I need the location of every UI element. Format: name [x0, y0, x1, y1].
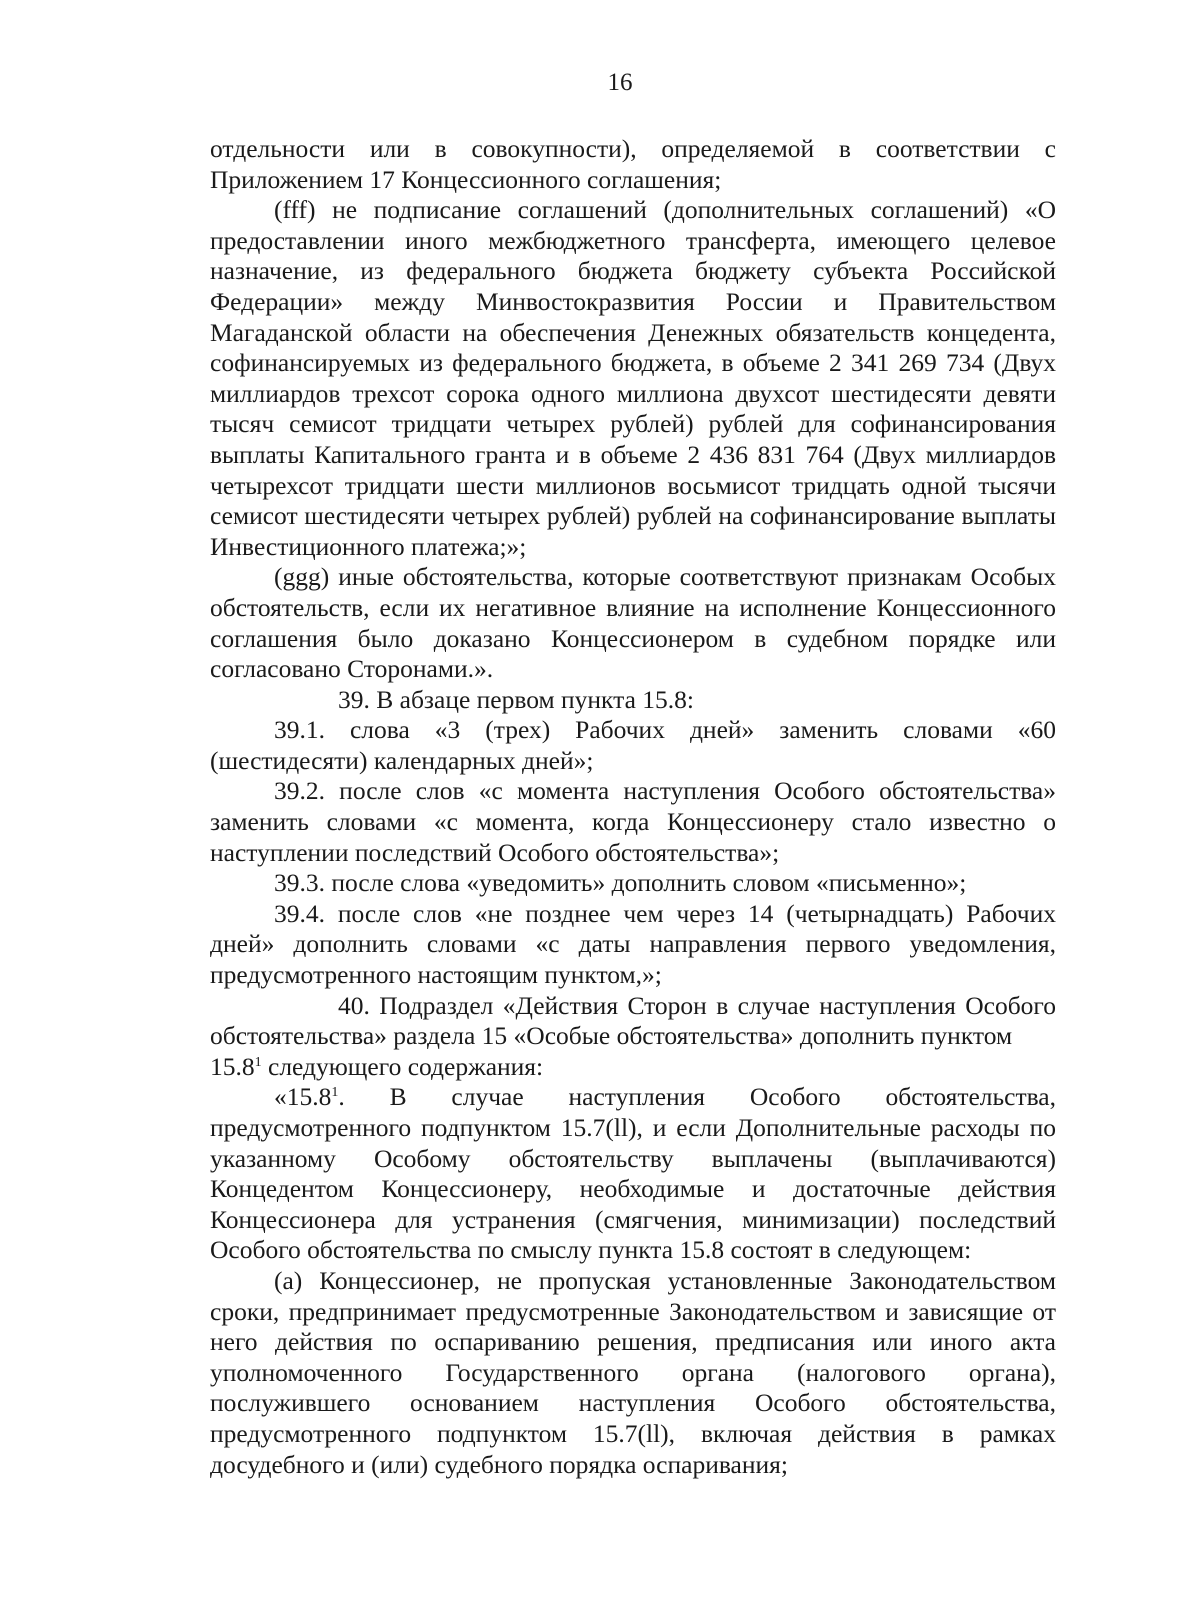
paragraph-text: «15.8: [274, 1082, 332, 1112]
paragraph-text: . В случае наступления Особого обстоятельства, предусмотренного подпунктом 15.7(ll), и если Дополнительные расходы по указанному Особому обстоятельству выплачены (выплачиваются) Концедентом Концессионеру, необходимые и достаточные действия Концессионера для устранения (смягчения, минимизации) последствий Особого обстоятельства по смыслу пункта 15.8 состоят в следующем:: [210, 1082, 1056, 1265]
paragraph: [210, 776, 1056, 868]
paragraph-text: Подраздел «Действия Сторон в случае наступления Особого обстоятельства» раздела 15 «Особые обстоятельства» дополнить пунктом: [210, 990, 1057, 1051]
item-number: 40.: [338, 990, 370, 1020]
paragraph: [210, 1052, 1056, 1083]
numbered-paragraph: [210, 991, 1056, 1052]
paragraph: [210, 562, 1056, 684]
paragraph-text: 15.8: [210, 1051, 255, 1081]
paragraph-text: (fff) не подписание соглашений (дополнительных соглашений) «О предоставлении иного межбюджетного трансферта, имеющего целевое назначение, из федерального бюджета бюджету субъекта Российской Федерации» между Минвостокразвития России и Правительством Магаданской области на обеспечения Денежных обязательств концедента, софинансируемых из федерального бюджета, в объеме 2 341 269 734 (Двух миллиардов трехсот сорока одного миллиона двухсот шестидесяти девяти тысяч семисот тридцати четырех рублей) рублей для софинансирования выплаты Капитального гранта и в объеме 2 436 831 764 (Двух миллиардов четырехсот тридцати шести миллионов восьмисот тридцать одной тысячи семисот шестидесяти четырех рублей) рублей на софинансирование выплаты Инвестиционного платежа;»;: [210, 195, 1056, 561]
superscript: 1: [254, 1054, 262, 1070]
page-number: 16: [607, 69, 633, 96]
paragraph: [210, 715, 1056, 776]
paragraph-text: 39.3. после слова «уведомить» дополнить словом «письменно»;: [274, 868, 967, 898]
item-number: 39.: [338, 684, 370, 714]
paragraph: [210, 899, 1056, 991]
document-body: [210, 134, 1056, 1480]
paragraph: [210, 868, 1056, 899]
paragraph-text: (а) Концессионер, не пропуская установленные Законодательством сроки, предпринимает предусмотренные Законодательством и зависящие от него действия по оспариванию решения, предписания или иного акта уполномоченного Государственного органа (налогового органа), послужившего основанием наступления Особого обстоятельства, предусмотренного подпунктом 15.7(ll), включая действия в рамках досудебного и (или) судебного порядка оспаривания;: [210, 1265, 1056, 1479]
paragraph: [210, 1082, 1056, 1266]
paragraph-text: отдельности или в совокупности), определяемой в соответствии с Приложением 17 Концессионного соглашения;: [210, 134, 1056, 194]
paragraph-text: 39.4. после слов «не позднее чем через 14 (четырнадцать) Рабочих дней» дополнить словами «с даты направления первого уведомления, предусмотренного настоящим пунктом,»;: [210, 898, 1056, 990]
paragraph-text: следующего содержания:: [261, 1051, 544, 1081]
paragraph: [210, 134, 1056, 195]
paragraph: [210, 1266, 1056, 1480]
paragraph-text: 39.2. после слов «с момента наступления Особого обстоятельства» заменить словами «с момента, когда Концессионеру стало известно о наступлении последствий Особого обстоятельства»;: [210, 776, 1056, 867]
superscript: 1: [331, 1085, 339, 1101]
paragraph-text: 39.1. слова «3 (трех) Рабочих дней» заменить словами «60 (шестидесяти) календарных дней»;: [210, 715, 1056, 775]
paragraph: [210, 195, 1056, 562]
paragraph-text: В абзаце первом пункта 15.8:: [376, 684, 694, 714]
paragraph-text: (ggg) иные обстоятельства, которые соответствуют признакам Особых обстоятельств, если их негативное влияние на исполнение Концессионного соглашения было доказано Концессионером в судебном порядке или согласовано Сторонами.».: [210, 562, 1056, 684]
numbered-paragraph: [210, 685, 1056, 716]
